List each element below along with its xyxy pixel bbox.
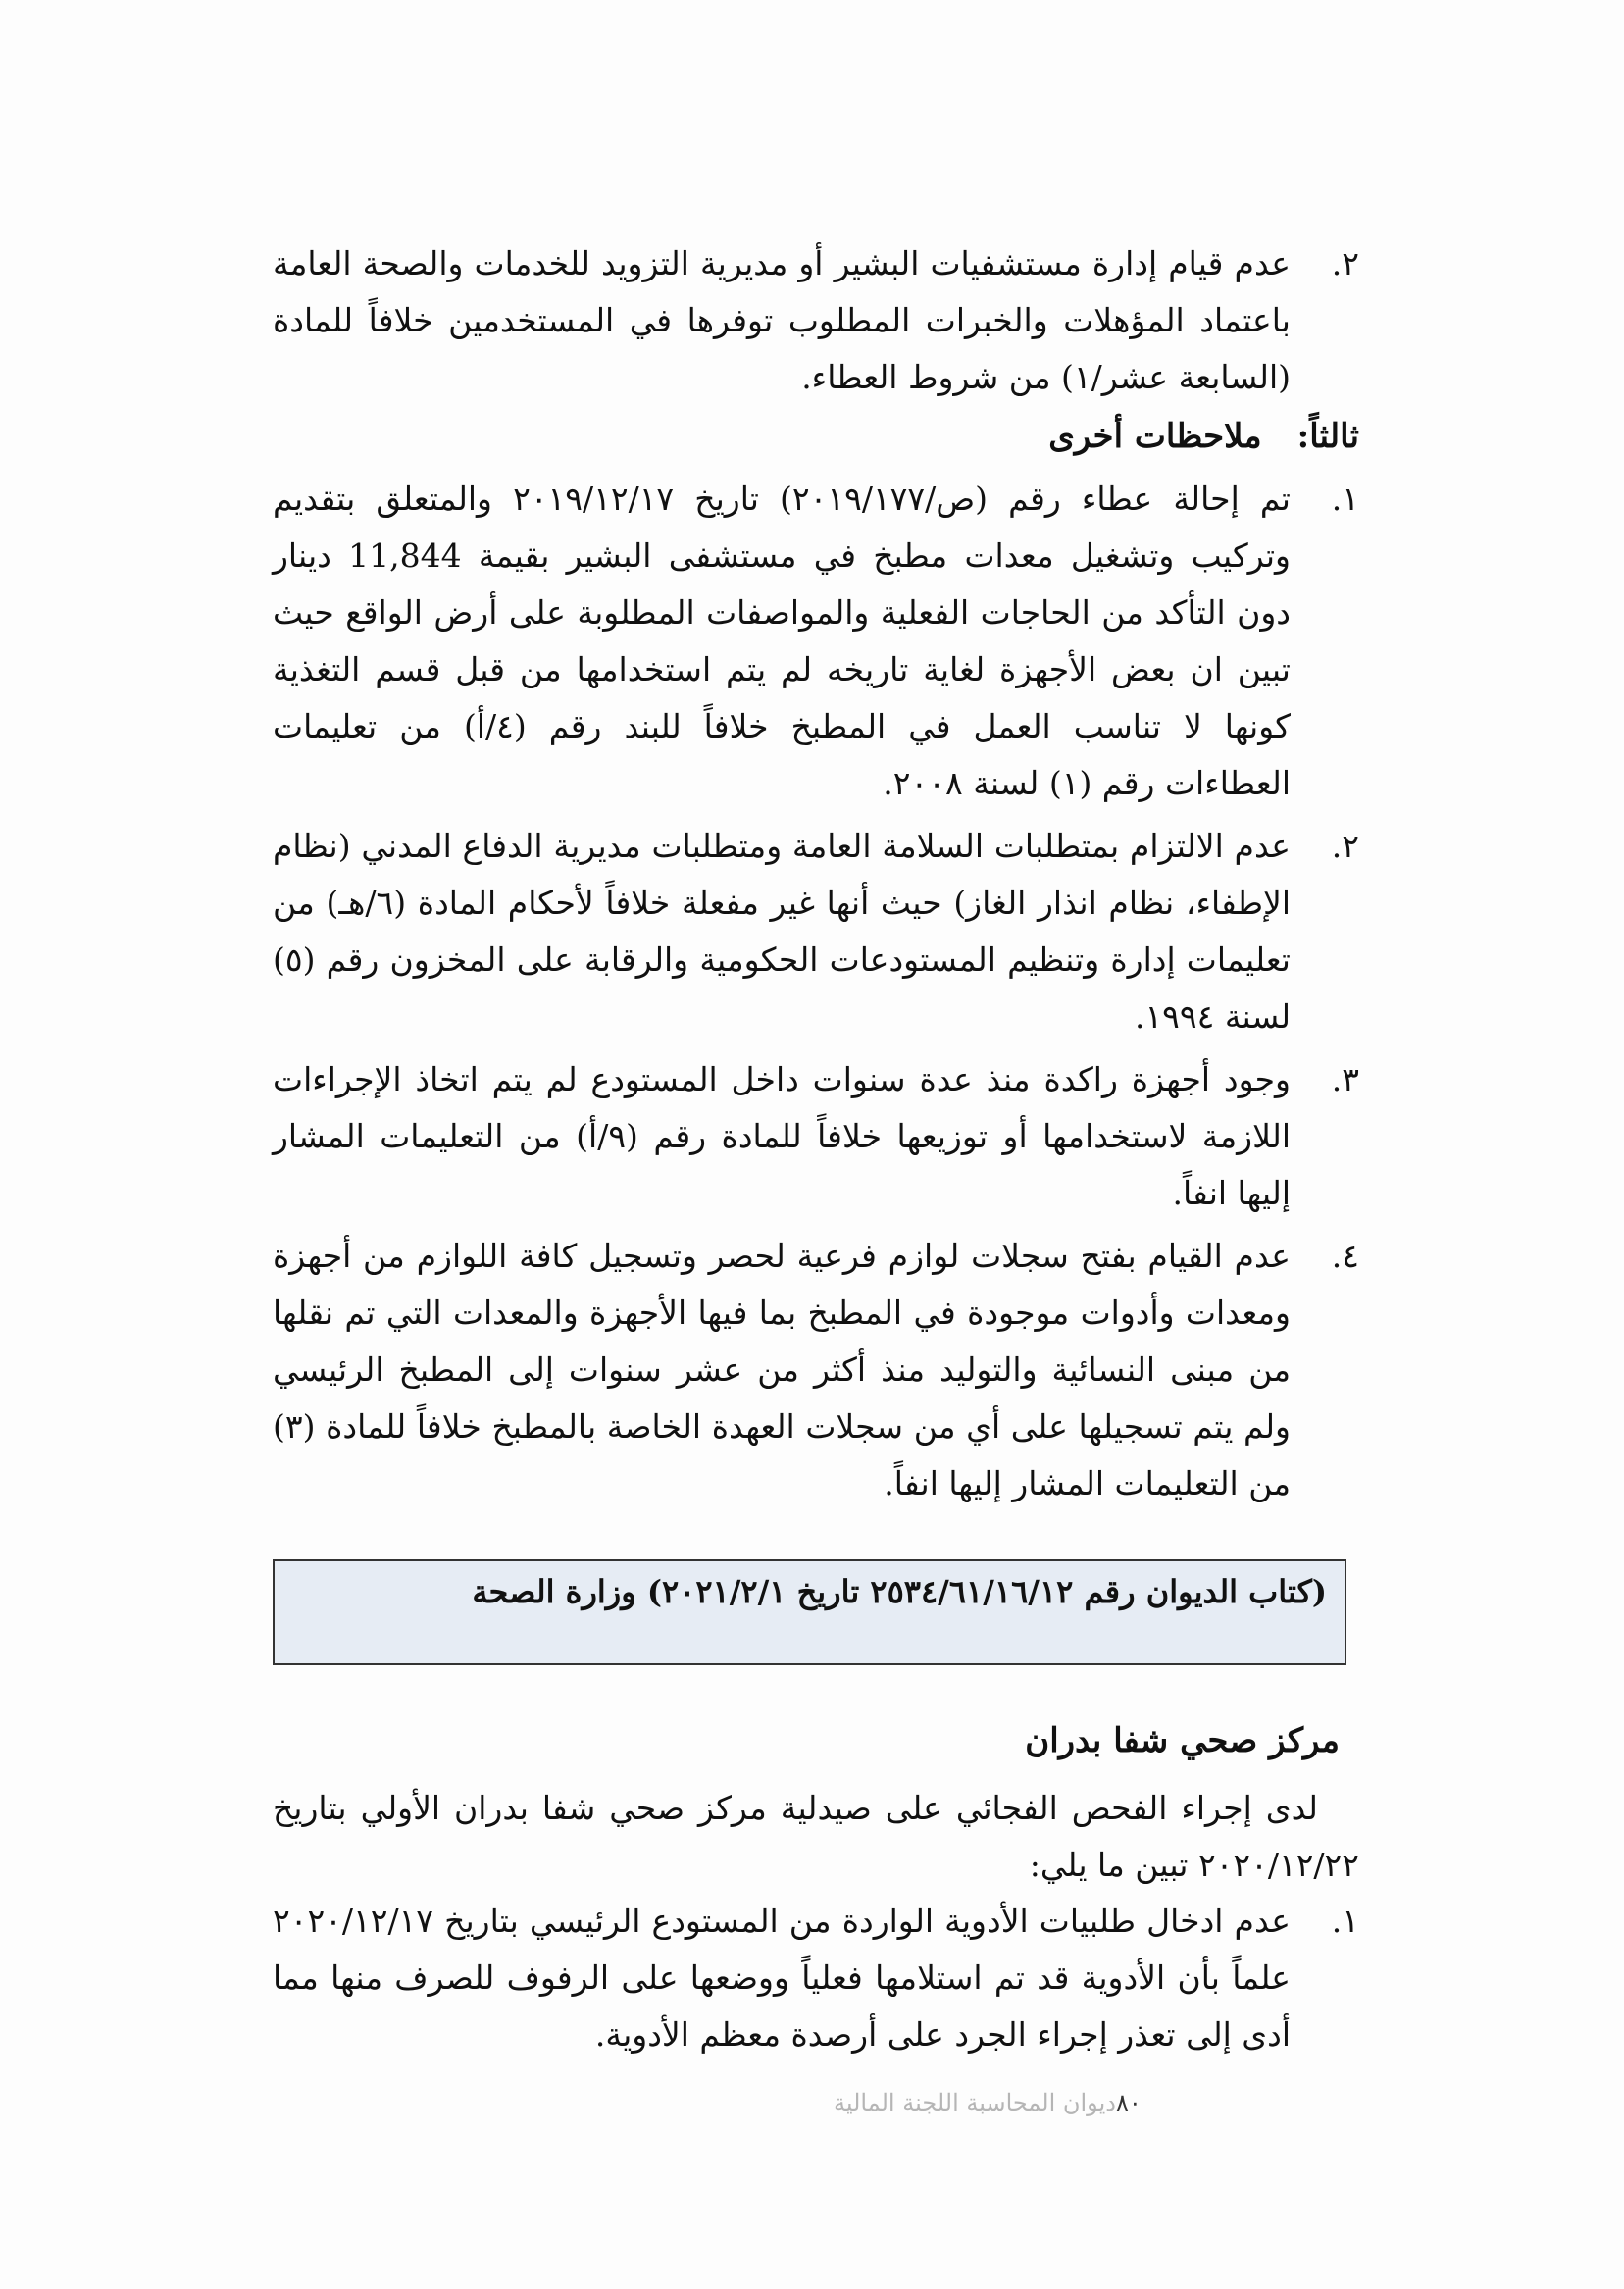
- item-text: عدم القيام بفتح سجلات لوازم فرعية لحصر وتسجيل كافة اللوازم من أجهزة ومعدات وأدوات موجودة في المطبخ بما فيها الأجهزة والمعدات التي تم نقلها من مبنى النسائية والتوليد منذ أكثر من عشر سنوات إلى المطبخ الرئيسي ولم يتم تسجيلها على أي من سجلات العهدة الخاصة بالمطبخ خلافاً للمادة (٣) من التعليمات المشار إليها انفاً.: [273, 1237, 1292, 1502]
- list-item: [273, 1051, 1359, 1222]
- list-item: [273, 1893, 1359, 2063]
- page-footer: [834, 2089, 1142, 2116]
- list-item: [273, 1228, 1359, 1512]
- decree-reference-box: [273, 1559, 1346, 1665]
- item-number: ٢.: [1331, 244, 1359, 282]
- section-label: ثالثاً:: [1296, 417, 1359, 456]
- health-center-list: [273, 1893, 1359, 2063]
- item-text: وجود أجهزة راكدة منذ عدة سنوات داخل المستودع لم يتم اتخاذ الإجراءات اللازمة لاستخدامها أو توزيعها خلافاً للمادة رقم (٩/أ) من التعليمات المشار إليها انفاً.: [273, 1060, 1291, 1212]
- decree-reference-text: (كتاب الديوان رقم ٢٥٣٤/٦١/١٦/١٢ تاريخ ٢٠٢١/٢/١) وزارة الصحة: [472, 1573, 1327, 1610]
- item-text: تم إحالة عطاء رقم (ص/٢٠١٩/١٧٧) تاريخ ٢٠١٩/١٢/١٧ والمتعلق بتقديم وتركيب وتشغيل معدات مطبخ في مستشفى البشير بقيمة 11,844 دينار دون التأكد من الحاجات الفعلية والمواصفات المطلوبة على أرض الواقع حيث تبين ان بعض الأجهزة لغاية تاريخه لم يتم استخدامها من قبل قسم التغذية كونها لا تناسب العمل في المطبخ خلافاً للبند رقم (٤/أ) من تعليمات العطاءات رقم (١) لسنة ٢٠٠٨.: [273, 480, 1292, 802]
- section-heading: [1048, 417, 1359, 456]
- item-text: عدم ادخال طلبيات الأدوية الواردة من المستودع الرئيسي بتاريخ ٢٠٢٠/١٢/١٧ علماً بأن الأدوية قد تم استلامها فعلياً ووضعها على الرفوف للصرف منها مما أدى إلى تعذر إجراء الجرد على أرصدة معظم الأدوية.: [273, 1902, 1291, 2054]
- item-number: ٢.: [1331, 827, 1359, 865]
- item-number: ٣.: [1331, 1060, 1359, 1098]
- health-center-title: مركز صحي شفا بدران: [1025, 1721, 1340, 1760]
- third-section-list: [273, 471, 1359, 1512]
- page-number: ٨٠: [1115, 2089, 1142, 2116]
- item-number: ١.: [1331, 480, 1359, 518]
- health-center-intro: لدى إجراء الفحص الفجائي على صيدلية مركز صحي شفا بدران الأولي بتاريخ ٢٠٢٠/١٢/٢٢ تبين ما يلي:: [273, 1789, 1359, 1884]
- section-title: ملاحظات أخرى: [1048, 417, 1262, 456]
- item-text: عدم قيام إدارة مستشفيات البشير أو مديرية التزويد للخدمات والصحة العامة باعتماد المؤهلات والخبرات المطلوب توفرها في المستخدمين خلافاً للمادة (السابعة عشر/١) من شروط العطاء.: [273, 244, 1291, 396]
- list-item: [273, 471, 1359, 812]
- footer-text: ديوان المحاسبة اللجنة المالية: [834, 2089, 1116, 2116]
- item-number: ١.: [1331, 1902, 1359, 1940]
- item-text: عدم الالتزام بمتطلبات السلامة العامة ومتطلبات مديرية الدفاع المدني (نظام الإطفاء، نظام انذار الغاز) حيث أنها غير مفعلة خلافاً لأحكام المادة (٦/هـ) من تعليمات إدارة وتنظيم المستودعات الحكومية والرقابة على المخزون رقم (٥) لسنة ١٩٩٤.: [273, 827, 1291, 1036]
- item-number: ٤.: [1331, 1237, 1359, 1275]
- list-item: [273, 818, 1359, 1045]
- list-item: [273, 235, 1359, 406]
- top-section: [273, 235, 1359, 406]
